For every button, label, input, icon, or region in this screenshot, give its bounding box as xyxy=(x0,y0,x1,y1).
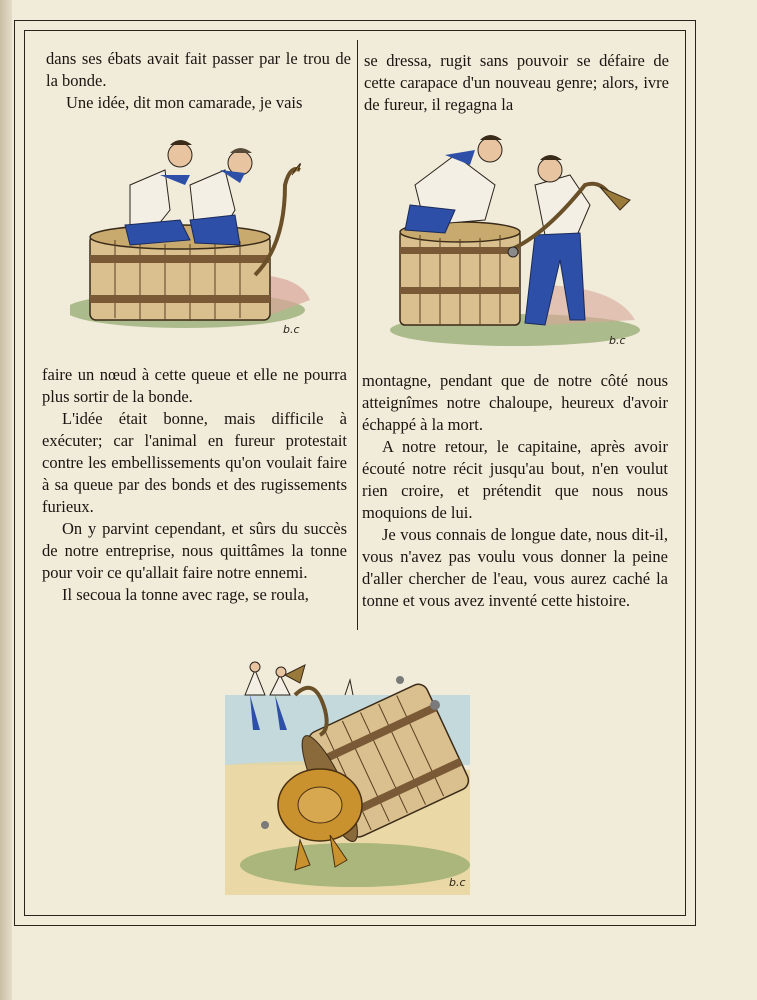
paragraph: dans ses ébats avait fait passer par le trou de la bonde. xyxy=(46,49,351,90)
illustration-sailor-with-lion-tail xyxy=(385,125,645,355)
text-column-left-bottom xyxy=(42,364,347,606)
paragraph: montagne, pendant que de notre côté nous atteignîmes notre chaloupe, heureux d'avoir échappé à la mort. xyxy=(362,371,668,434)
illustration-sailors-on-barrel xyxy=(70,125,320,340)
paragraph: L'idée était bonne, mais difficile à exécuter; car l'animal en fureur protestait contre les embellissements qu'on voulait faire à sa queue par des bonds et des rugissements furieux. xyxy=(42,409,347,516)
text-column-right-top xyxy=(364,50,669,116)
artist-signature: b.c xyxy=(449,876,466,889)
artist-signature: b.c xyxy=(609,334,626,347)
paragraph: Il secoua la tonne avec rage, se roula, xyxy=(62,585,309,604)
illustration-lion-rolling-barrel xyxy=(225,655,480,895)
paragraph: On y parvint cependant, et sûrs du succès de notre entreprise, nous quittâmes la tonne pour voir ce qu'allait faire notre ennemi. xyxy=(42,519,347,582)
text-column-right-bottom xyxy=(362,370,668,612)
paragraph: Une idée, dit mon camarade, je vais xyxy=(66,93,303,112)
paragraph: Je vous connais de longue date, nous dit-il, vous n'avez pas voulu vous donner la peine d'aller chercher de l'eau, vous aurez caché la tonne et vous avez inventé cette histoire. xyxy=(362,525,668,610)
paragraph: A notre retour, le capitaine, après avoir écouté notre récit jusqu'au bout, n'en voulut rien croire, et prétendit que nous nous moquions de lui. xyxy=(362,437,668,522)
text-column-left-top xyxy=(46,48,351,114)
artist-signature: b.c xyxy=(283,323,300,336)
paragraph: se dressa, rugit sans pouvoir se défaire de cette carapace d'un nouveau genre; alors, ivre de fureur, il regagna la xyxy=(364,51,669,114)
paragraph: faire un nœud à cette queue et elle ne pourra plus sortir de la bonde. xyxy=(42,365,347,406)
column-divider xyxy=(357,40,358,630)
